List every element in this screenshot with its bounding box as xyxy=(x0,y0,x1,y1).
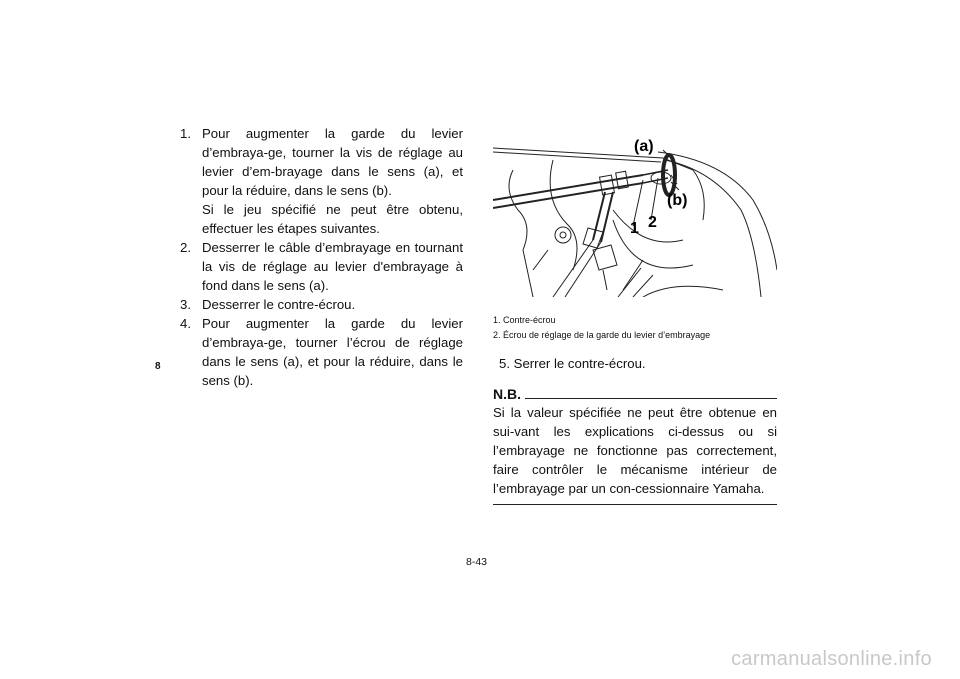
step-text: Si le jeu spécifié ne peut être obtenu, effectuer les étapes suivantes. xyxy=(202,202,463,236)
page-number: 8-43 xyxy=(466,556,488,568)
note-bottom-divider xyxy=(493,504,777,505)
step-number: 4. xyxy=(180,316,191,331)
step-number: 1. xyxy=(180,126,191,141)
figure-captions xyxy=(493,313,783,343)
instructions-column xyxy=(180,124,463,390)
note-body: Si la valeur spécifiée ne peut être obtenue en sui-vant les explications ci-dessus ou si l’embrayage ne fonctionne pas correctement, faire contrôler le mécanisme intérieur de l’embrayage par un con-cessionnaire Yamaha. xyxy=(493,405,777,496)
note-box xyxy=(493,387,777,505)
note-header xyxy=(493,387,777,401)
caption-1: 1. Contre-écrou xyxy=(493,315,556,325)
step-text: Pour augmenter la garde du levier d’embraya-ge, tourner la vis de réglage au levier d’em-brayage dans le sens (a), et pour la réduire, dans le sens (b). xyxy=(202,126,463,198)
caption-2: 2. Écrou de réglage de la garde du levier d’embrayage xyxy=(493,330,711,340)
direction-b-label: (b) xyxy=(667,192,688,209)
step-text: Desserrer le contre-écrou. xyxy=(202,297,356,312)
step-1 xyxy=(180,124,463,238)
callout-1-label: 1 xyxy=(630,220,639,237)
note-title: N.B. xyxy=(493,386,521,402)
chapter-tab: 8 xyxy=(155,361,161,372)
step-text: Pour augmenter la garde du levier d’embraya-ge, tourner l’écrou de réglage dans le sens (a), et pour la réduire, dans le sens (b). xyxy=(202,316,463,388)
step-number: 3. xyxy=(180,297,191,312)
step-number: 2. xyxy=(180,240,191,255)
step-5: 5. Serrer le contre-écrou. xyxy=(499,356,646,371)
clutch-adjustment-figure xyxy=(493,130,777,297)
step-text: Desserrer le câble d’embrayage en tournant la vis de réglage au levier d'embrayage à fond dans le sens (a). xyxy=(202,240,463,293)
watermark: carmanualsonline.info xyxy=(731,648,932,670)
callout-2-label: 2 xyxy=(648,214,657,231)
step-4 xyxy=(180,314,463,390)
step-2 xyxy=(180,238,463,295)
note-divider xyxy=(525,398,777,399)
direction-a-label: (a) xyxy=(634,138,654,155)
step-3 xyxy=(180,295,463,314)
